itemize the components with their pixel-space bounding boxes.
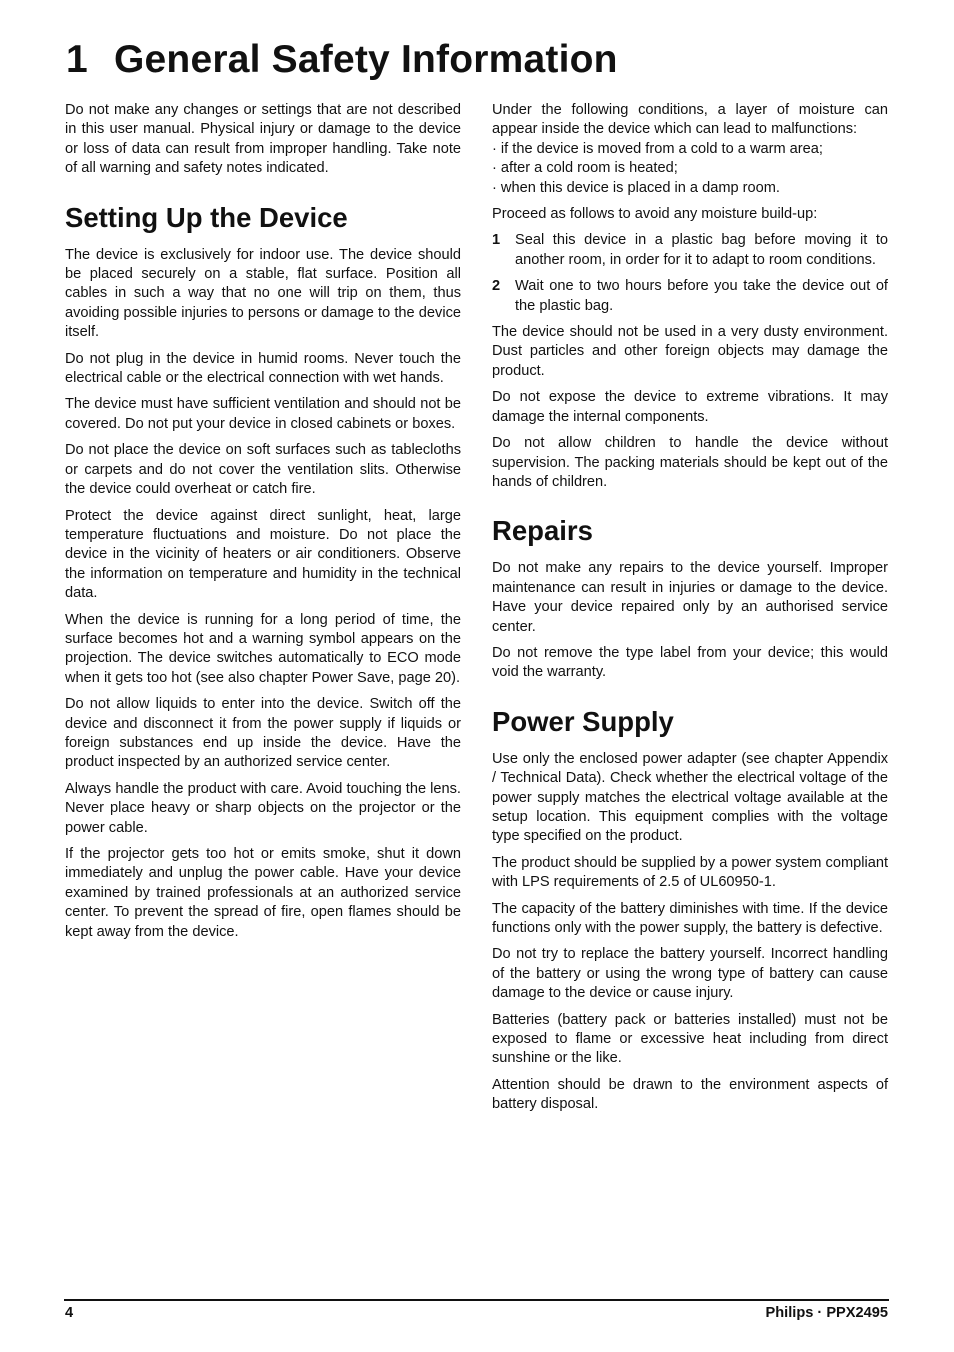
list-item: · if the device is moved from a cold to a warm area; <box>492 140 888 159</box>
power-paragraph: The product should be supplied by a power system compliant with LPS requirements of 2.5 of UL60950-1. <box>492 854 888 891</box>
repairs-paragraph: Do not remove the type label from your device; this would void the warranty. <box>492 644 888 681</box>
power-paragraph: Attention should be drawn to the environment aspects of battery disposal. <box>492 1076 888 1113</box>
chapter-number: 1 <box>66 38 88 81</box>
moisture-steps-list <box>492 231 888 316</box>
power-paragraph: Do not try to replace the battery yourself. Incorrect handling of the battery or using the wrong type of battery can cause damage to the device or cause injury. <box>492 946 888 1002</box>
intro-paragraph: Do not make any changes or settings that are not described in this user manual. Physical injury or damage to the device or loss of data can result from improper handling. Take note of all warning and safety notes indicated. <box>65 102 461 177</box>
power-paragraph: Batteries (battery pack or batteries installed) must not be exposed to flame or excessive heat including from direct sunshine or the like. <box>492 1011 888 1067</box>
list-item: · after a cold room is heated; <box>492 159 888 178</box>
product-name: Philips · PPX2495 <box>765 1305 888 1321</box>
power-paragraph: The capacity of the battery diminishes with time. If the device functions only with the power supply, the battery is defective. <box>492 900 888 936</box>
setup-paragraph: Do not allow liquids to enter into the device. Switch off the device and disconnect it from the power supply if liquids or foreign substances end up inside the device. Have the product inspected by an authorized service center. <box>65 696 461 771</box>
step-item <box>492 277 888 316</box>
section-heading-setup: Setting Up the Device <box>65 201 348 233</box>
setup-paragraph: Do not plug in the device in humid rooms. Never touch the electrical cable or the electrical connection with wet hands. <box>65 350 461 387</box>
step-text: Seal this device in a plastic bag before moving it to another room, in order for it to adapt to room conditions. <box>515 232 888 268</box>
footer-divider <box>64 1299 889 1301</box>
left-column <box>65 101 461 949</box>
step-item <box>492 231 888 270</box>
page-title <box>66 38 618 82</box>
setup-paragraph: Protect the device against direct sunlight, heat, large temperature fluctuations and moisture. Do not place the device in the vicinity of heaters or air conditioners. Observe the information on temperature and humidity in the technical data. <box>65 507 461 602</box>
device-care-paragraph: Do not expose the device to extreme vibrations. It may damage the internal components. <box>492 389 888 425</box>
step-number: 1 <box>492 232 501 249</box>
setup-paragraph: Always handle the product with care. Avoid touching the lens. Never place heavy or sharp objects on the projector or the power cable. <box>65 780 461 836</box>
list-item: · when this device is placed in a damp room. <box>492 179 888 198</box>
right-column <box>492 101 888 1122</box>
step-text: Wait one to two hours before you take the device out of the plastic bag. <box>515 278 888 314</box>
setup-paragraph: The device must have sufficient ventilation and should not be covered. Do not put your device in closed cabinets or boxes. <box>65 396 461 432</box>
page-number: 4 <box>65 1305 74 1321</box>
device-care-paragraph: The device should not be used in a very dusty environment. Dust particles and other foreign objects may damage the product. <box>492 324 888 379</box>
repairs-paragraph: Do not make any repairs to the device yourself. Improper maintenance can result in injuries or damage to the device. Have your device repaired only by an authorised service center. <box>492 560 888 635</box>
setup-paragraph: Do not place the device on soft surfaces such as tablecloths or carpets and do not cover the ventilation slits. Otherwise the device could overheat or catch fire. <box>65 442 461 498</box>
power-paragraph: Use only the enclosed power adapter (see chapter Appendix / Technical Data). Check whether the electrical voltage of the power supply matches the electrical voltage available at the setup location. This equipment complies with the voltage type specified on the product. <box>492 750 888 845</box>
moisture-intro: Under the following conditions, a layer of moisture can appear inside the device which can lead to malfunctions: <box>492 102 888 138</box>
setup-paragraph: When the device is running for a long period of time, the surface becomes hot and a warning symbol appears on the projection. The device switches automatically to ECO mode when it gets too hot (see also chapter Power Save, page 20). <box>65 611 461 686</box>
setup-paragraph: The device is exclusively for indoor use. The device should be placed securely on a stable, flat surface. Position all cables in such a way that no one will trip on them, thus avoiding possible injuries to persons or damage to the device itself. <box>65 246 461 341</box>
moisture-conditions-list <box>492 140 888 198</box>
device-care-paragraph: Do not allow children to handle the device without supervision. The packing materials should be kept out of the hands of children. <box>492 435 888 490</box>
section-heading-power-supply: Power Supply <box>492 705 674 737</box>
proceed-text: Proceed as follows to avoid any moisture build-up: <box>492 206 818 223</box>
section-heading-repairs: Repairs <box>492 515 593 547</box>
setup-paragraph: If the projector gets too hot or emits smoke, shut it down immediately and unplug the power cable. Have your device examined by trained professionals at an authorized service center. To prevent the spread of fire, open flames should be kept away from the device. <box>65 846 461 940</box>
step-number: 2 <box>492 278 501 295</box>
chapter-title: General Safety Information <box>114 38 618 81</box>
